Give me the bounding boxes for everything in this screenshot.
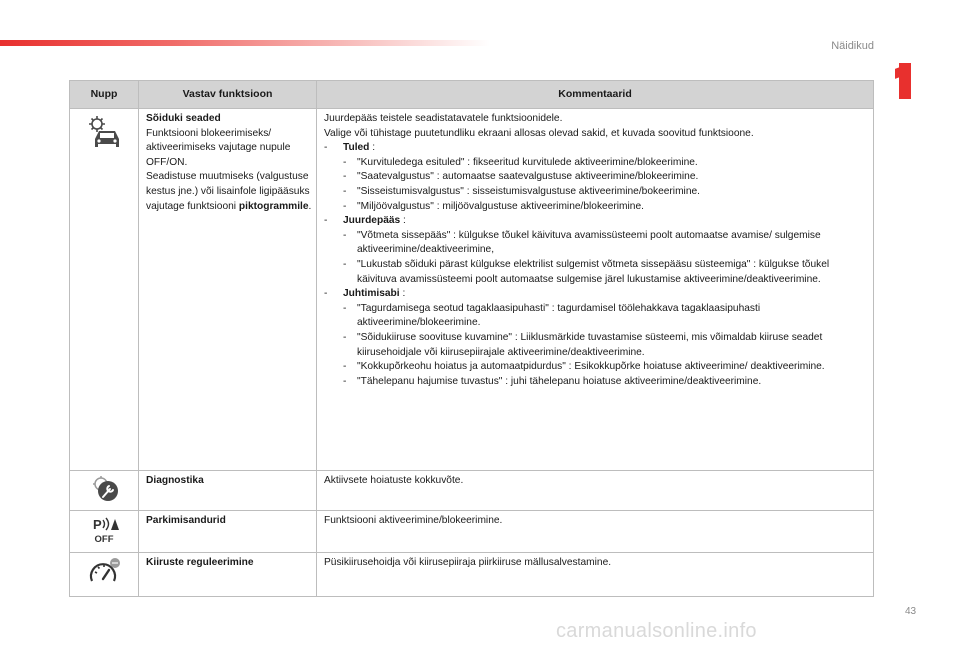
list-item: - "Miljöövalgustus" : miljöövalgustuse aktiveerimine/blokeerimine.	[343, 200, 644, 212]
comment-text: Aktiivsete hoiatuste kokkuvõte.	[324, 475, 464, 486]
section-title: Näidikud	[831, 40, 874, 52]
column-header-function: Vastav funktsioon	[139, 81, 317, 109]
column-header-button: Nupp	[70, 81, 139, 109]
group-heading-lights: - Tuled :	[324, 142, 376, 154]
table-row	[70, 511, 874, 553]
off-label: OFF	[94, 534, 114, 545]
watermark: carmanualsonline.info	[556, 620, 757, 642]
function-title: Kiiruste reguleerimine	[146, 557, 254, 568]
list-item: - "Kurvituledega esituled" : fikseeritud kurvitulede aktiveerimine/blokeerimine.	[343, 156, 698, 168]
comment-intro: Valige või tühistage puutetundliku ekraani allosas olevad sakid, et kuvada soovitud funktsioone.	[324, 127, 754, 139]
list-item: - "Saatevalgustus" : automaatse saatevalgustuse aktiveerimine/blokeerimine.	[343, 171, 699, 183]
group-heading-access: - Juurdepääs :	[324, 215, 406, 227]
list-item: - "Lukustab sõiduki pärast külgukse elektrilist sulgemist võtmeta sissepääsu süsteemiga" : külgukse tõukel käivituva avamissüsteemi poolt automaatse sulgemise järel lukustamise aktiveerimine/deaktiveerimine.	[343, 258, 830, 285]
page-number: 43	[905, 606, 917, 617]
function-text: Funktsiooni blokeerimiseks/ aktiveerimiseks vajutage nupule OFF/ON.	[146, 127, 291, 168]
comment-text: Püsikiirusehoidja või kiirusepiiraja piirkiiruse mällusalvestamine.	[324, 557, 612, 568]
functions-table	[69, 80, 874, 597]
diagnostics-icon[interactable]	[84, 475, 124, 509]
comment-text: Funktsiooni aktiveerimine/blokeerimine.	[324, 515, 503, 526]
list-item: - "Sisseistumisvalgustus" : sisseistumisvalgustuse aktiveerimine/bokeerimine.	[343, 185, 700, 197]
list-item: - "Võtmeta sissepääs" : külgukse tõukel käivituva avamissüsteemi poolt automaatse avamise/ sulgemise aktiveerimine/deaktiveerimine,	[343, 229, 821, 256]
comment-intro: Juurdepääs teistele seadistatavatele funktsioonidele.	[324, 113, 563, 124]
svg-text:P: P	[93, 517, 102, 532]
speed-regulation-icon[interactable]	[84, 557, 124, 593]
function-title: Sõiduki seaded	[146, 113, 221, 124]
list-item: - "Sõidukiiruse soovituse kuvamine" : Liiklusmärkide tuvastamise süsteemi, mis võimaldab kiiruse seadet kiirusehoidjale või kiirusepiirajale aktiveerimine/deaktiveerimine.	[343, 331, 823, 358]
table-row	[70, 553, 874, 597]
table-row	[70, 109, 874, 471]
list-item: - "Tagurdamisega seotud tagaklaasipuhasti" : tagurdamisel töölehakkava tagaklaasipuhasti aktiveerimine/blokeerimine.	[343, 302, 761, 329]
chapter-number-marker	[895, 63, 919, 99]
list-item: - "Kokkupõrkeohu hoiatus ja automaatpidurdus" : Esikokkupõrke hoiatuse aktiveerimine/ deaktiveerimine.	[343, 361, 825, 373]
function-text-extra: Seadistuse muutmiseks (valgustuse kestus jne.) või lisainfole ligipääsuks vajutage funktsiooni piktogrammile.	[146, 171, 312, 212]
column-header-comments: Kommentaarid	[317, 81, 874, 109]
parking-sensor-off-icon[interactable]	[84, 515, 124, 551]
list-item: - "Tähelepanu hajumise tuvastus" : juhi tähelepanu hoiatuse aktiveerimine/deaktiveerimine.	[343, 375, 762, 387]
chapter-number-stem	[899, 63, 911, 99]
function-title: Parkimisandurid	[146, 515, 226, 526]
group-heading-driving-aids: - Juhtimisabi :	[324, 288, 406, 300]
table-row	[70, 471, 874, 511]
function-title: Diagnostika	[146, 475, 204, 486]
header-accent-bar	[0, 40, 490, 46]
table-header-row	[70, 81, 874, 109]
car-settings-icon[interactable]	[84, 113, 124, 157]
